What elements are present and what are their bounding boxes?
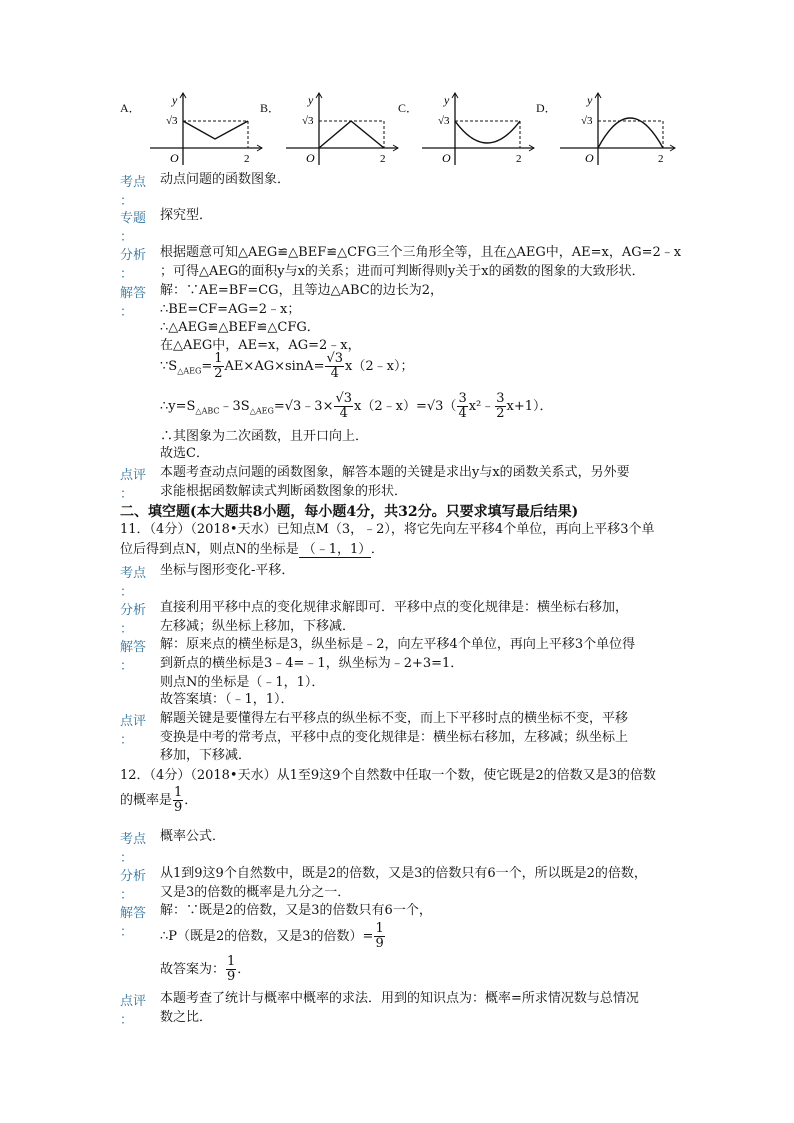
- label-colon: ：: [120, 266, 134, 281]
- q12-jie-line2: ∴P（既是2的倍数，又是3的倍数）= $\frac{1}{9}$: [160, 921, 384, 951]
- y-axis-label: y: [308, 93, 314, 107]
- label-colon: ：: [120, 486, 134, 501]
- y-axis-label: y: [444, 93, 450, 107]
- q10-jie-area-formula: $\because S_{\triangle AEG}=$ $\frac{1}{2}$ AE×AG×sinA= $\frac{√3}{4}$ x（2﹣x）；: [160, 351, 414, 381]
- q11-jie-line4: 故答案填：（﹣1，1）．: [160, 692, 294, 707]
- q10-jie-line4: 在△AEG中，AE=x，AG=2﹣x，: [160, 338, 361, 353]
- origin-label: O: [170, 151, 179, 165]
- label-colon: ：: [120, 887, 134, 902]
- label-jieda: 解答: [120, 905, 147, 920]
- q10-jie-line8: 故选C．: [160, 446, 209, 461]
- label-colon: ：: [120, 1012, 134, 1027]
- label-dianping: 点评: [120, 467, 147, 482]
- q11-fenxi-line1: 直接利用平移中点的变化规律求解即可．平移中点的变化规律是：横坐标右移加，: [160, 600, 629, 615]
- q12-ping-line1: 本题考查了统计与概率中概率的求法．用到的知识点为：概率=所求情况数与总情况: [160, 991, 639, 1006]
- origin-label: O: [306, 151, 315, 165]
- q12-jie-line1: 解：∵既是2的倍数，又是3的倍数只有6一个，: [160, 903, 432, 918]
- label-zhuanti: 专题: [120, 210, 147, 225]
- label-kaodian: 考点: [120, 831, 147, 846]
- x2-tick: 2: [380, 153, 386, 165]
- x2-tick: 2: [244, 153, 250, 165]
- label-fenxi: 分析: [120, 247, 147, 262]
- q10-jie-line2: ∴BE=CF=AG=2﹣x；: [160, 302, 301, 317]
- q10-ping-line2: 求能根据函数解读式判断函数图象的形状．: [160, 484, 408, 499]
- option-b-graph: [286, 90, 401, 166]
- q11-stem-line1: 11．（4分）（2018•天水）已知点M（3，﹣2），将它先向左平移4个单位，再向上平移3个单: [120, 522, 655, 537]
- q11-ping-line2: 变换是中考的常考点，平移中点的变化规律是：横坐标右移加，左移减；纵坐标上: [160, 730, 629, 745]
- label-dianping: 点评: [120, 993, 147, 1008]
- label-dianping: 点评: [120, 713, 147, 728]
- q10-jie-line7: ∴其图象为二次函数，且开口向上．: [160, 429, 369, 444]
- label-colon: ：: [120, 658, 134, 673]
- label-jieda: 解答: [120, 285, 147, 300]
- q11-kaodian: 坐标与图形变化-平移．: [160, 563, 295, 578]
- option-d-graph: [560, 90, 678, 166]
- origin-label: O: [442, 151, 451, 165]
- label-kaodian: 考点: [120, 565, 147, 580]
- q11-answer-blank: （﹣1，1）: [299, 542, 371, 558]
- option-d-letter: D．: [536, 101, 557, 115]
- q11-fenxi-line2: 左移减；纵坐标上移加，下移减．: [160, 619, 356, 634]
- label-colon: ：: [120, 304, 134, 319]
- label-colon: ：: [120, 584, 134, 599]
- option-b-letter: B．: [260, 101, 281, 115]
- q11-jie-line3: 则点N的坐标是（﹣1，1）．: [160, 675, 325, 690]
- q12-fenxi-line2: 又是3的倍数的概率是九分之一．: [160, 885, 351, 900]
- q10-kaodian: 动点问题的函数图象．: [160, 172, 291, 187]
- q12-stem-line2: 的概率是 $\frac{1}{9}$ ．: [120, 785, 198, 815]
- q10-fenxi-line1: 根据题意可知△AEG≌△BEF≌△CFG三个三角形全等，且在△AEG中，AE=x，AG=2﹣x: [160, 245, 682, 260]
- root3-tick: √3: [302, 115, 314, 127]
- q12-stem-line1: 12．（4分）（2018•天水）从1至9这9个自然数中任取一个数，使它既是2的倍数又是3的倍数: [120, 768, 656, 783]
- origin-label: O: [585, 151, 594, 165]
- y-axis-label: y: [587, 93, 593, 107]
- q11-ping-line1: 解题关键是要懂得左右平移点的纵坐标不变，而上下平移时点的横坐标不变，平移: [160, 711, 629, 726]
- q11-jie-line1: 解：原来点的横坐标是3，纵坐标是﹣2，向左平移4个单位，再向上平移3个单位得: [160, 637, 636, 652]
- root3-tick: √3: [166, 115, 178, 127]
- option-a-letter: A．: [120, 101, 141, 115]
- q12-kaodian: 概率公式．: [160, 829, 226, 844]
- label-colon: ：: [120, 924, 134, 939]
- q11-jie-line2: 到新点的横坐标是3﹣4=﹣1，纵坐标为﹣2+3=1．: [160, 656, 464, 671]
- label-fenxi: 分析: [120, 602, 147, 617]
- label-colon: ：: [120, 621, 134, 636]
- root3-tick: √3: [438, 115, 450, 127]
- q11-stem-line2: 位后得到点N，则点N的坐标是 （﹣1，1） ．: [120, 542, 384, 557]
- q12-fenxi-line1: 从1到9这9个自然数中，既是2的倍数，又是3的倍数只有6一个，所以既是2的倍数，: [160, 866, 647, 881]
- label-colon: ：: [120, 732, 134, 747]
- label-colon: ：: [120, 229, 134, 244]
- section-heading: 二、填空题(本大题共8小题，每小题4分，共32分。只要求填写最后结果): [120, 504, 579, 520]
- root3-tick: √3: [581, 115, 593, 127]
- label-kaodian: 考点: [120, 174, 147, 189]
- label-jieda: 解答: [120, 639, 147, 654]
- q10-ping-line1: 本题考查动点问题的函数图象，解答本题的关键是求出y与x的函数关系式，另外要: [160, 465, 630, 480]
- q12-jie-line3: 故答案为： $\frac{1}{9}$ ．: [160, 954, 251, 984]
- label-colon: ：: [120, 850, 134, 865]
- x2-tick: 2: [658, 153, 664, 165]
- label-colon: ：: [120, 193, 134, 208]
- option-c-letter: C．: [398, 101, 419, 115]
- x2-tick: 2: [516, 153, 522, 165]
- q10-jie-y-formula: $\therefore y=S_{\triangle ABC}﹣3S_{\triangle AEG}=√3﹣3\times$ $\frac{√3}{4}$ x（2﹣x）=√3（ $\frac{3}{4}$ x²﹣ $\frac{3}{2}$ x+1）．: [160, 391, 553, 421]
- option-c-graph: [422, 90, 537, 166]
- q11-ping-line3: 移加，下移减．: [160, 748, 252, 763]
- q10-jie-line1: 解：∵AE=BF=CG，且等边△ABC的边长为2，: [160, 283, 443, 298]
- y-axis-label: y: [172, 93, 178, 107]
- q10-jie-line3: ∴△AEG≌△BEF≌△CFG．: [160, 320, 320, 335]
- option-a-graph: [150, 90, 265, 166]
- q10-zhuanti: 探究型．: [160, 208, 213, 223]
- q12-ping-line2: 数之比．: [160, 1010, 213, 1025]
- label-fenxi: 分析: [120, 868, 147, 883]
- q10-fenxi-line2: ；可得△AEG的面积y与x的关系；进而可判断得则y关于x的函数的图象的大致形状．: [160, 264, 645, 279]
